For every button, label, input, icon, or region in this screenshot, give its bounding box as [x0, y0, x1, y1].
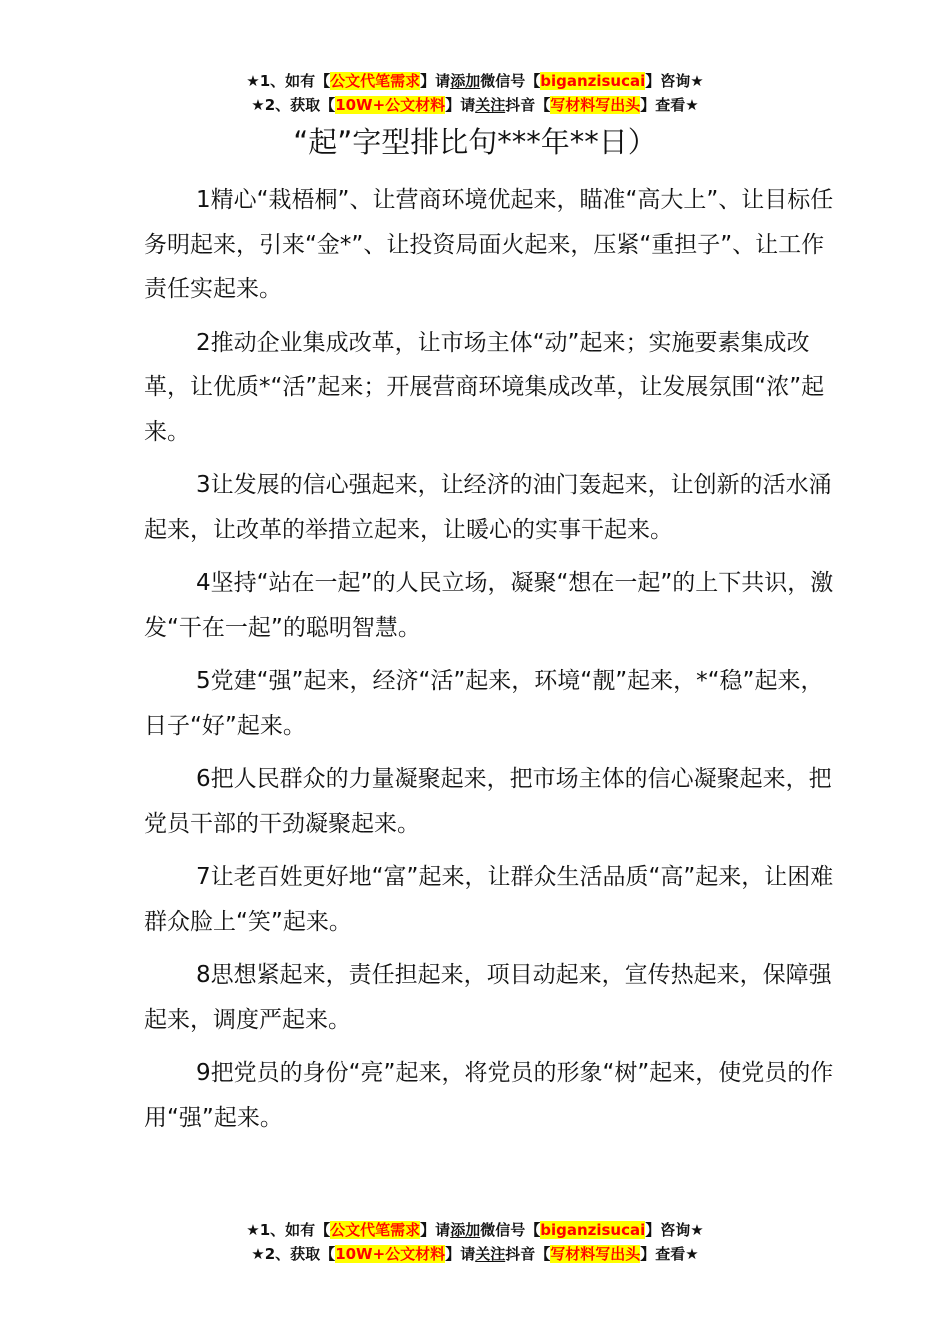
footer-banner: [0, 1218, 950, 1266]
banner-line-1: [0, 1218, 950, 1242]
banner-highlight: 10W+公文材料: [335, 1245, 446, 1263]
banner-text: 微信号【: [480, 72, 541, 90]
banner-text: 抖音【: [505, 1245, 551, 1263]
banner-text: 】请: [445, 96, 476, 114]
paragraph: 1精心“栽梧桐”、让营商环境优起来，瞄准“高大上”、让目标任务明起来，引来“金*”、让投资局面火起来，压紧“重担子”、让工作责任实起来。: [144, 187, 834, 302]
paragraph: 3让发展的信心强起来，让经济的油门轰起来，让创新的活水涌起来，让改革的举措立起来，让暖心的实事干起来。: [144, 472, 832, 543]
banner-highlight: 公文代笔需求: [330, 1221, 421, 1239]
banner-text: 】查看★: [640, 96, 699, 114]
banner-douyin-id: 写材料写出头: [550, 96, 641, 114]
banner-text: 】请: [420, 72, 451, 90]
banner-line-1: [0, 69, 950, 93]
document-title: “起”字型排比句***年**日）: [293, 125, 657, 159]
paragraph: 2推动企业集成改革，让市场主体“动”起来；实施要素集成改革，让优质*“活”起来；开展营商环境集成改革，让发展氛围“浓”起来。: [144, 329, 825, 445]
banner-underlined: 关注: [475, 1245, 506, 1263]
paragraph: 8思想紧起来，责任担起来，项目动起来，宣传热起来，保障强起来，调度严起来。: [144, 962, 832, 1033]
banner-text: 】咨询★: [645, 72, 704, 90]
paragraph: 6把人民群众的力量凝聚起来，把市场主体的信心凝聚起来，把党员干部的干劲凝聚起来。: [144, 766, 832, 837]
banner-wechat-id: biganzisucai: [540, 1221, 646, 1239]
header-banner: [0, 69, 950, 117]
paragraph: 5党建“强”起来，经济“活”起来，环境“靓”起来，*“稳”起来，日子“好”起来。: [144, 668, 824, 739]
banner-underlined: 添加: [450, 1221, 481, 1239]
banner-text: 微信号【: [480, 1221, 541, 1239]
banner-underlined: 添加: [450, 72, 481, 90]
banner-douyin-id: 写材料写出头: [550, 1245, 641, 1263]
paragraph: 9把党员的身份“亮”起来，将党员的形象“树”起来，使党员的作用“强”起来。: [144, 1060, 834, 1131]
banner-text: ★2、获取【: [251, 96, 336, 114]
banner-text: 】查看★: [640, 1245, 699, 1263]
banner-text: 】请: [420, 1221, 451, 1239]
banner-text: 】请: [445, 1245, 476, 1263]
banner-underlined: 关注: [475, 96, 506, 114]
banner-text: ★1、如有【: [246, 1221, 331, 1239]
banner-text: 】咨询★: [645, 1221, 704, 1239]
banner-line-2: [0, 93, 950, 117]
banner-text: ★1、如有【: [246, 72, 331, 90]
banner-wechat-id: biganzisucai: [540, 72, 646, 90]
banner-line-2: [0, 1242, 950, 1266]
paragraph: 7让老百姓更好地“富”起来，让群众生活品质“高”起来，让困难群众脸上“笑”起来。: [144, 864, 834, 935]
paragraph: 4坚持“站在一起”的人民立场，凝聚“想在一起”的上下共识，激发“干在一起”的聪明智慧。: [144, 570, 834, 641]
banner-highlight: 10W+公文材料: [335, 96, 446, 114]
banner-highlight: 公文代笔需求: [330, 72, 421, 90]
banner-text: ★2、获取【: [251, 1245, 336, 1263]
banner-text: 抖音【: [505, 96, 551, 114]
document-body: [144, 178, 834, 1149]
